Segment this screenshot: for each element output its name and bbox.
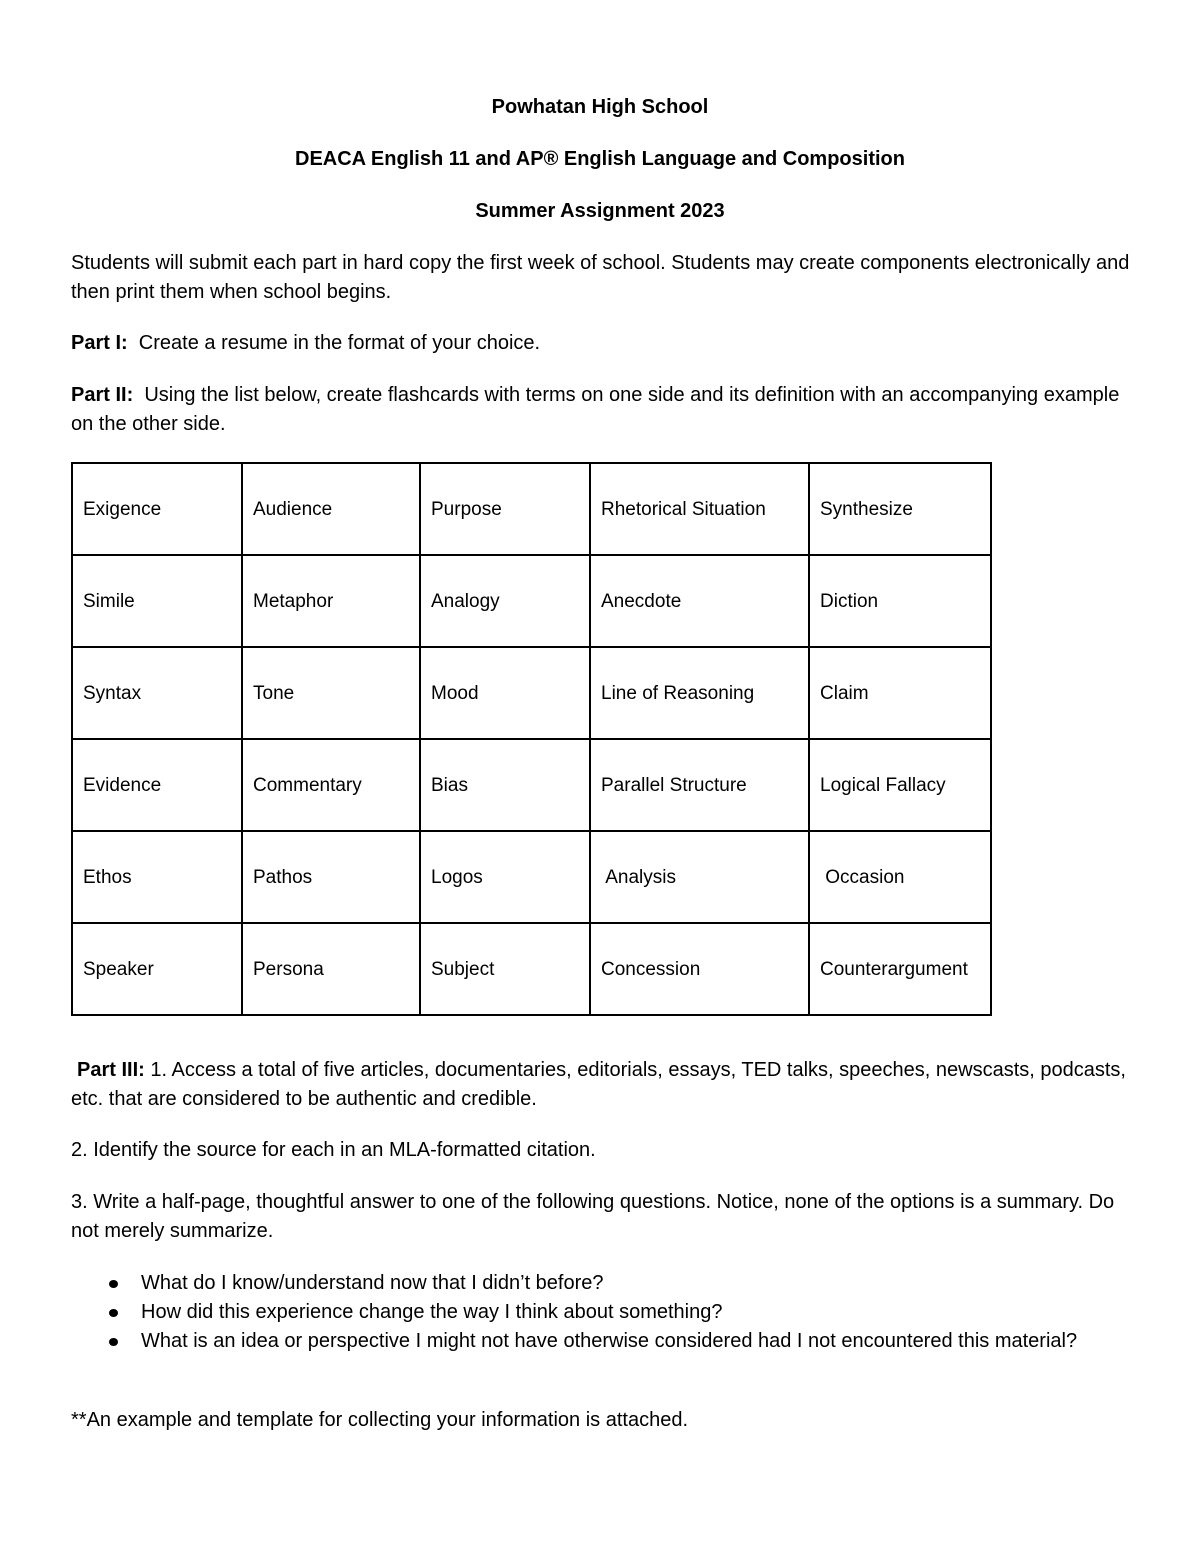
assignment-title-heading: Summer Assignment 2023 (475, 200, 725, 222)
school-name-heading: Powhatan High School (491, 96, 709, 118)
term-cell: Commentary (242, 739, 420, 831)
part-1-label: Part I: (71, 332, 128, 354)
list-item (71, 1327, 1131, 1356)
term-cell: Speaker (72, 923, 242, 1015)
term-cell: Syntax (72, 647, 242, 739)
table-row (72, 739, 991, 831)
term-cell: Logical Fallacy (809, 739, 991, 831)
term-cell: Analogy (420, 555, 590, 647)
reflection-questions-list (71, 1269, 1131, 1356)
term-cell: Subject (420, 923, 590, 1015)
term-cell: Analysis (590, 831, 809, 923)
term-cell: Occasion (809, 831, 991, 923)
table-row (72, 555, 991, 647)
term-cell: Purpose (420, 463, 590, 555)
term-cell: Synthesize (809, 463, 991, 555)
term-cell: Line of Reasoning (590, 647, 809, 739)
bullet-icon (109, 1309, 118, 1317)
terms-table (71, 462, 992, 1016)
term-cell: Tone (242, 647, 420, 739)
part-1-paragraph (71, 329, 1131, 358)
term-cell: Metaphor (242, 555, 420, 647)
term-cell: Mood (420, 647, 590, 739)
table-row (72, 647, 991, 739)
list-item (71, 1269, 1131, 1298)
part-2-text: Using the list below, create flashcards with terms on one side and its definition with an accompanying example on the other side. (71, 384, 1125, 435)
table-row (72, 831, 991, 923)
question-text: What do I know/understand now that I didn’t before? (141, 1272, 604, 1294)
term-cell: Bias (420, 739, 590, 831)
term-cell: Exigence (72, 463, 242, 555)
part-3-text: 1. Access a total of five articles, documentaries, editorials, essays, TED talks, speeches, newscasts, podcasts, etc. that are considered to be authentic and credible. (71, 1059, 1132, 1110)
table-row (72, 463, 991, 555)
term-cell: Logos (420, 831, 590, 923)
term-cell: Ethos (72, 831, 242, 923)
part-3-item-3: 3. Write a half-page, thoughtful answer to one of the following questions. Notice, none of the options is a summary. Do not merely summarize. (71, 1191, 1115, 1242)
part-3-item-2: 2. Identify the source for each in an MLA-formatted citation. (71, 1139, 596, 1161)
part-3-label: Part III: (77, 1059, 145, 1081)
term-cell: Parallel Structure (590, 739, 809, 831)
term-cell: Rhetorical Situation (590, 463, 809, 555)
list-item (71, 1298, 1131, 1327)
term-cell: Diction (809, 555, 991, 647)
term-cell: Pathos (242, 831, 420, 923)
question-text: How did this experience change the way I think about something? (141, 1301, 723, 1323)
attachment-note: **An example and template for collecting your information is attached. (71, 1409, 689, 1431)
term-cell: Anecdote (590, 555, 809, 647)
table-row (72, 923, 991, 1015)
course-title-heading: DEACA English 11 and AP® English Language and Composition (295, 148, 905, 170)
term-cell: Audience (242, 463, 420, 555)
intro-paragraph: Students will submit each part in hard copy the first week of school. Students may create components electronically and then print them when school begins. (71, 252, 1130, 303)
part-1-text: Create a resume in the format of your choice. (127, 332, 541, 354)
term-cell: Claim (809, 647, 991, 739)
term-cell: Concession (590, 923, 809, 1015)
bullet-icon (109, 1338, 118, 1346)
bullet-icon (109, 1280, 118, 1288)
term-cell: Counterargument (809, 923, 991, 1015)
part-2-paragraph (71, 381, 1131, 439)
question-text: What is an idea or perspective I might not have otherwise considered had I not encountered this material? (141, 1330, 1078, 1352)
term-cell: Simile (72, 555, 242, 647)
part-3-paragraph (71, 1056, 1131, 1114)
term-cell: Persona (242, 923, 420, 1015)
part-2-label: Part II: (71, 384, 134, 406)
term-cell: Evidence (72, 739, 242, 831)
